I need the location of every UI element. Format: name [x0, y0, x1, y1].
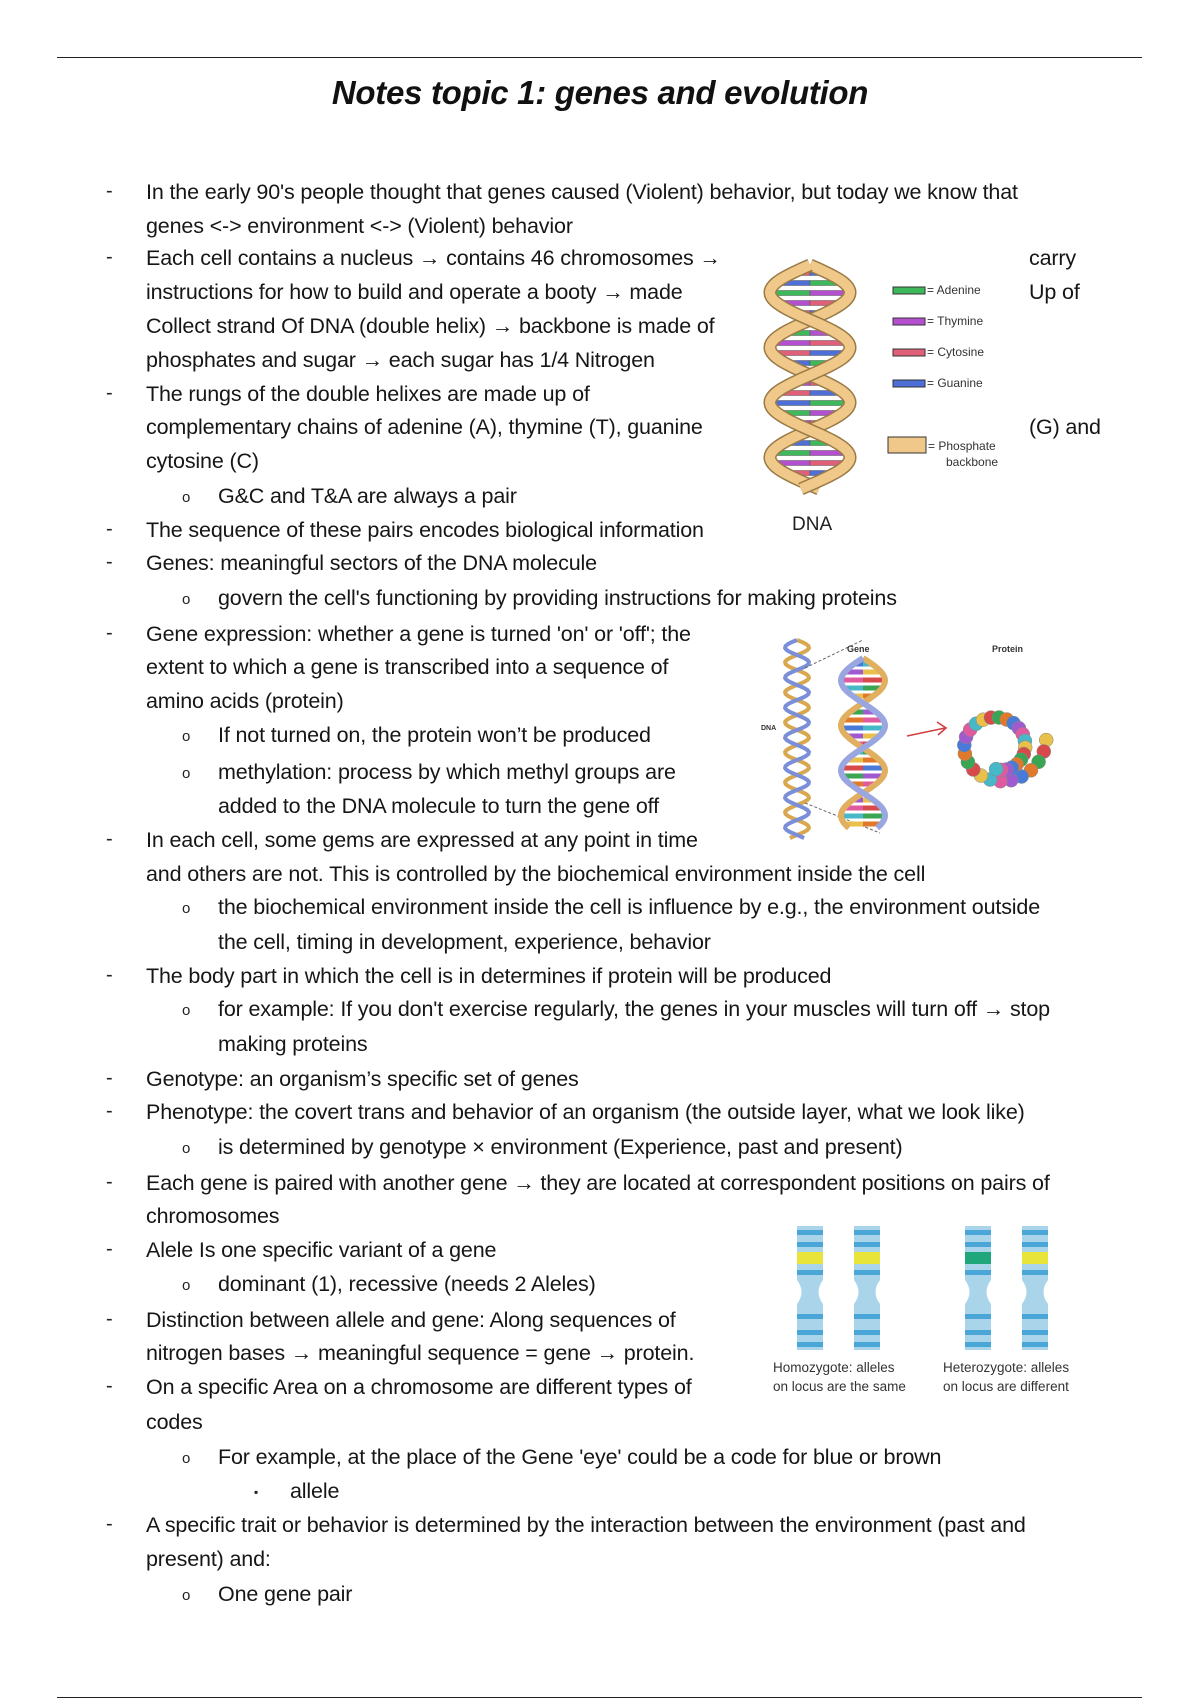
- dash-bullet: -: [106, 246, 113, 268]
- dash-bullet: -: [106, 1067, 113, 1089]
- dna-caption: DNA: [792, 514, 833, 535]
- text-line: For example, at the place of the Gene 'eye' could be a code for blue or brown: [218, 1445, 942, 1469]
- text-line: complementary chains of adenine (A), thymine (T), guanine: [146, 415, 703, 439]
- bottom-rule: [57, 1697, 1142, 1698]
- text-line: is determined by genotype × environment (Experience, past and present): [218, 1135, 903, 1159]
- dash-bullet: -: [106, 180, 113, 202]
- chromosome-band: [965, 1230, 991, 1235]
- backbone-legend-swatch: [888, 437, 926, 453]
- chromosome-band: [965, 1342, 991, 1347]
- text-line: Phenotype: the covert trans and behavior of an organism (the outside layer, what we look like): [146, 1100, 1025, 1124]
- chromosome-band: [854, 1242, 880, 1247]
- chromosome-band: [797, 1230, 823, 1235]
- circle-bullet: o: [182, 1002, 191, 1019]
- text-line: genes <-> environment <-> (Violent) behavior: [146, 214, 573, 238]
- dash-bullet: -: [106, 1238, 113, 1260]
- chromosome-band: [854, 1330, 880, 1335]
- protein-label: Protein: [992, 644, 1024, 654]
- dash-bullet: -: [106, 622, 113, 644]
- text-line: codes: [146, 1410, 203, 1434]
- homozygote-caption: Homozygote: alleles: [773, 1360, 895, 1375]
- chromosome-band: [797, 1314, 823, 1319]
- circle-bullet: o: [182, 765, 191, 782]
- chromosome-band: [1022, 1270, 1048, 1275]
- allele-locus-band: [854, 1252, 880, 1264]
- dash-bullet: -: [106, 1513, 113, 1535]
- chromosome-band: [1022, 1242, 1048, 1247]
- cytosine-legend-label: = Cytosine: [927, 345, 985, 359]
- adenine-legend-label: = Adenine: [927, 283, 981, 297]
- text-line: Each gene is paired with another gene → they are located at correspondent positions on pairs of: [146, 1171, 1050, 1195]
- chromosome-band: [965, 1242, 991, 1247]
- text-line: On a specific Area on a chromosome are different types of: [146, 1375, 692, 1399]
- text-line: Genes: meaningful sectors of the DNA molecule: [146, 551, 597, 575]
- text-line: chromosomes: [146, 1204, 280, 1228]
- text-line: (G) and: [1029, 415, 1101, 439]
- text-line: G&C and T&A are always a pair: [218, 484, 517, 508]
- chromosome-band: [797, 1342, 823, 1347]
- text-line: instructions for how to build and operate a booty → made: [146, 280, 683, 304]
- chromosome-band: [854, 1314, 880, 1319]
- circle-bullet: o: [182, 1140, 191, 1157]
- text-line: The body part in which the cell is in determines if protein will be produced: [146, 964, 832, 988]
- homozygote-caption: on locus are the same: [773, 1379, 906, 1394]
- homozygote-heterozygote-figure: [765, 1222, 1105, 1397]
- text-line: carry: [1029, 246, 1077, 270]
- chromosome-band: [1022, 1314, 1048, 1319]
- dna-label: DNA: [761, 725, 777, 732]
- chromosome-band: [797, 1330, 823, 1335]
- chromosome-band: [854, 1230, 880, 1235]
- square-bullet: ▪: [254, 1485, 259, 1499]
- backbone-legend-label: backbone: [946, 455, 999, 469]
- allele-locus-band: [965, 1252, 991, 1264]
- protein-bead: [989, 762, 1003, 776]
- chromosome: [1022, 1226, 1048, 1350]
- circle-bullet: o: [182, 591, 191, 608]
- chromosome-band: [965, 1270, 991, 1275]
- text-line: A specific trait or behavior is determined by the interaction between the environment (past and: [146, 1513, 1026, 1537]
- circle-bullet: o: [182, 728, 191, 745]
- chromosome: [965, 1226, 991, 1350]
- chromosome-band: [1022, 1230, 1048, 1235]
- dash-bullet: -: [106, 1375, 113, 1397]
- circle-bullet: o: [182, 1450, 191, 1467]
- dash-bullet: -: [106, 964, 113, 986]
- chromosome-band: [965, 1314, 991, 1319]
- guanine-legend-label: = Guanine: [927, 376, 983, 390]
- text-line: making proteins: [218, 1032, 368, 1056]
- text-line: In the early 90's people thought that genes caused (Violent) behavior, but today we know that: [146, 180, 1018, 204]
- cytosine-legend-swatch: [893, 349, 925, 356]
- text-line: The rungs of the double helixes are made up of: [146, 382, 590, 406]
- text-line: methylation: process by which methyl groups are: [218, 760, 676, 784]
- text-line: present) and:: [146, 1547, 271, 1571]
- text-line: added to the DNA molecule to turn the gene off: [218, 794, 659, 818]
- gene-label: Gene: [847, 644, 870, 654]
- chromosome-band: [797, 1242, 823, 1247]
- dash-bullet: -: [106, 382, 113, 404]
- text-line: Up of: [1029, 280, 1080, 304]
- text-line: dominant (1), recessive (needs 2 Aleles): [218, 1272, 596, 1296]
- text-line: the biochemical environment inside the cell is influence by e.g., the environment outside: [218, 895, 1041, 919]
- dash-bullet: -: [106, 551, 113, 573]
- page-title: Notes topic 1: genes and evolution: [331, 74, 869, 111]
- dash-bullet: -: [106, 1100, 113, 1122]
- allele-locus-band: [1022, 1252, 1048, 1264]
- heterozygote-caption: on locus are different: [943, 1379, 1069, 1394]
- text-line: Each cell contains a nucleus → contains 46 chromosomes →: [146, 246, 721, 270]
- text-line: Gene expression: whether a gene is turned 'on' or 'off'; the: [146, 622, 691, 646]
- gene-to-protein-figure: [755, 628, 1095, 848]
- text-line: Genotype: an organism’s specific set of genes: [146, 1067, 579, 1091]
- circle-bullet: o: [182, 900, 191, 917]
- chromosome: [797, 1226, 823, 1350]
- thymine-legend-label: = Thymine: [927, 314, 984, 328]
- chromosome-band: [1022, 1342, 1048, 1347]
- chromosome-band: [797, 1270, 823, 1275]
- text-line: The sequence of these pairs encodes biological information: [146, 518, 704, 542]
- circle-bullet: o: [182, 489, 191, 506]
- dash-bullet: -: [106, 1308, 113, 1330]
- text-line: for example: If you don't exercise regularly, the genes in your muscles will turn off → stop: [218, 997, 1050, 1021]
- heterozygote-caption: Heterozygote: alleles: [943, 1360, 1070, 1375]
- backbone-legend-label: = Phosphate: [928, 439, 996, 453]
- chromosome-band: [854, 1342, 880, 1347]
- text-line: Collect strand Of DNA (double helix) → backbone is made of: [146, 314, 715, 338]
- circle-bullet: o: [182, 1277, 191, 1294]
- text-line: govern the cell's functioning by providing instructions for making proteins: [218, 586, 897, 610]
- circle-bullet: o: [182, 1587, 191, 1604]
- top-rule: [57, 57, 1142, 58]
- text-line: cytosine (C): [146, 449, 259, 473]
- text-line: and others are not. This is controlled by the biochemical environment inside the cell: [146, 862, 926, 886]
- text-line: phosphates and sugar → each sugar has 1/4 Nitrogen: [146, 348, 655, 372]
- chromosome-band: [1022, 1330, 1048, 1335]
- dash-bullet: -: [106, 518, 113, 540]
- text-line: allele: [290, 1479, 340, 1503]
- text-line: One gene pair: [218, 1582, 353, 1606]
- guanine-legend-swatch: [893, 380, 925, 387]
- adenine-legend-swatch: [893, 287, 925, 294]
- thymine-legend-swatch: [893, 318, 925, 325]
- text-line: the cell, timing in development, experience, behavior: [218, 930, 711, 954]
- text-line: If not turned on, the protein won’t be produced: [218, 723, 651, 747]
- text-line: amino acids (protein): [146, 689, 344, 713]
- chromosome: [854, 1226, 880, 1350]
- chromosome-band: [965, 1330, 991, 1335]
- dash-bullet: -: [106, 828, 113, 850]
- dna-double-helix-figure: [760, 250, 1015, 550]
- text-line: Alele Is one specific variant of a gene: [146, 1238, 497, 1262]
- dash-bullet: -: [106, 1171, 113, 1193]
- chromosome-band: [854, 1270, 880, 1275]
- text-line: nitrogen bases → meaningful sequence = gene → protein.: [146, 1341, 695, 1365]
- text-line: In each cell, some gems are expressed at any point in time: [146, 828, 698, 852]
- text-line: Distinction between allele and gene: Along sequences of: [146, 1308, 676, 1332]
- text-line: extent to which a gene is transcribed into a sequence of: [146, 655, 669, 679]
- allele-locus-band: [797, 1252, 823, 1264]
